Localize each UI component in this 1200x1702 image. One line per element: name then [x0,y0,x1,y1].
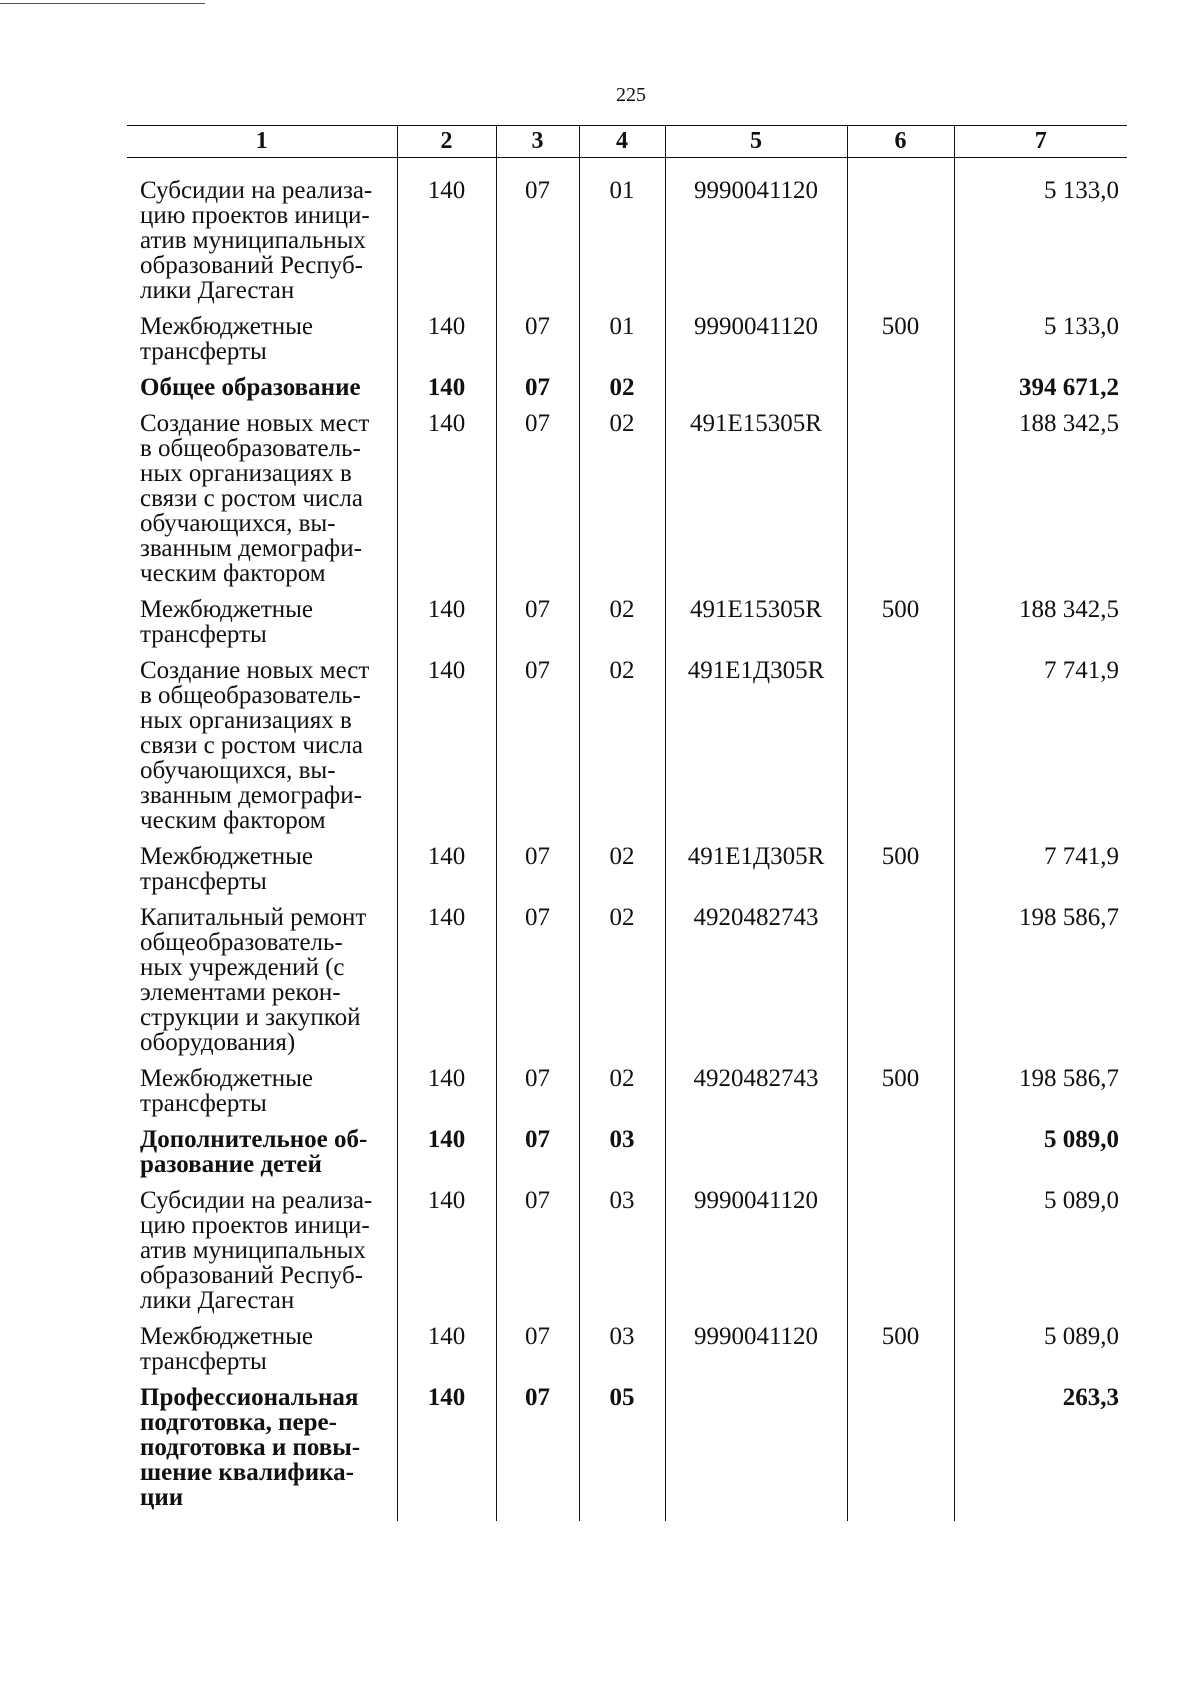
row-name-line: обучающихся, вы- [140,757,336,784]
row-name-line: трансферты [140,621,267,648]
row-subsection-cell: 01 [579,303,665,364]
row-code-col2-cell: 140 [397,1116,496,1177]
row-name-line: атив муниципальных [140,227,366,254]
row-subsection-cell: 02 [579,1055,665,1116]
row-name-line: связи с ростом числа [140,485,363,512]
row-name-cell [127,1116,397,1177]
row-name-cell [127,586,397,647]
row-expense-type-cell: 500 [847,303,954,364]
row-section-cell: 07 [496,647,579,833]
row-expense-type-cell: 500 [847,1055,954,1116]
column-header: 4 [579,126,665,158]
row-name-cell [127,1374,397,1521]
row-name-line: ческим фактором [140,560,326,587]
row-name-line: подготовка и повы- [140,1434,361,1461]
row-name-line: трансферты [140,338,267,365]
table-row [127,833,1127,894]
row-expense-type-cell [847,364,954,400]
row-name-cell [127,1313,397,1374]
row-expense-type-cell [847,1177,954,1313]
row-expense-type-cell [847,894,954,1055]
row-expense-type-cell: 500 [847,586,954,647]
row-amount-cell: 5 089,0 [954,1177,1127,1313]
row-name-cell [127,158,397,304]
row-name-line: Общее образование [140,374,361,401]
row-target-code-cell: 9990041120 [665,1177,847,1313]
budget-table [127,125,1127,1521]
row-subsection-cell: 02 [579,647,665,833]
row-target-code-cell: 4920482743 [665,894,847,1055]
row-name-line: Межбюджетные [140,596,314,623]
row-name-cell [127,1055,397,1116]
table-row [127,647,1127,833]
row-expense-type-cell: 500 [847,1313,954,1374]
row-section-cell: 07 [496,894,579,1055]
row-name-line: обучающихся, вы- [140,510,336,537]
row-name-line: общеобразователь- [140,929,343,956]
row-name-cell [127,894,397,1055]
row-subsection-cell: 05 [579,1374,665,1521]
row-target-code-cell: 491E15305R [665,586,847,647]
row-subsection-cell: 02 [579,364,665,400]
column-header: 1 [127,126,397,158]
table-row [127,1374,1127,1521]
row-name-cell [127,1177,397,1313]
row-name-cell [127,647,397,833]
row-amount-cell: 188 342,5 [954,586,1127,647]
row-expense-type-cell [847,647,954,833]
row-name-line: подготовка, пере- [140,1409,337,1436]
row-code-col2-cell: 140 [397,1177,496,1313]
row-name-line: ных организациях в [140,707,352,734]
row-name-line: званным демографи- [140,782,362,809]
row-name-line: Субсидии на реализа- [140,177,373,204]
table-row [127,1177,1127,1313]
row-name-line: лики Дагестан [140,1287,295,1314]
column-header: 7 [954,126,1127,158]
row-target-code-cell [665,1374,847,1521]
row-target-code-cell: 9990041120 [665,1313,847,1374]
page-number: 225 [616,84,646,106]
row-section-cell: 07 [496,1374,579,1521]
table-header-row [127,126,1127,158]
row-amount-cell: 5 133,0 [954,303,1127,364]
top-left-scan-rule [0,3,205,4]
row-name-line: в общеобразователь- [140,682,361,709]
row-name-line: Дополнительное об- [140,1126,368,1153]
row-code-col2-cell: 140 [397,158,496,304]
row-target-code-cell: 9990041120 [665,303,847,364]
row-target-code-cell: 491E1Д305R [665,647,847,833]
row-amount-cell: 188 342,5 [954,400,1127,586]
row-amount-cell: 5 089,0 [954,1116,1127,1177]
row-name-line: ных организациях в [140,460,352,487]
row-name-line: ческим фактором [140,807,326,834]
row-code-col2-cell: 140 [397,833,496,894]
table-row [127,364,1127,400]
row-amount-cell: 7 741,9 [954,647,1127,833]
row-amount-cell: 394 671,2 [954,364,1127,400]
row-name-line: струкции и закупкой [140,1004,361,1031]
table-row [127,586,1127,647]
row-name-line: трансферты [140,1348,267,1375]
row-code-col2-cell: 140 [397,1313,496,1374]
row-name-line: в общеобразователь- [140,435,361,462]
row-code-col2-cell: 140 [397,1055,496,1116]
row-name-line: атив муниципальных [140,1237,366,1264]
row-target-code-cell: 491E15305R [665,400,847,586]
row-name-line: шение квалифика- [140,1459,354,1486]
column-header: 5 [665,126,847,158]
column-header: 6 [847,126,954,158]
row-name-line: ции [140,1484,184,1511]
row-target-code-cell: 9990041120 [665,158,847,304]
row-name-line: цию проектов иници- [140,202,370,229]
row-subsection-cell: 02 [579,586,665,647]
row-name-line: лики Дагестан [140,277,295,304]
row-name-line: образований Респуб- [140,1262,363,1289]
table-row [127,303,1127,364]
row-name-line: образований Респуб- [140,252,363,279]
row-name-line: Субсидии на реализа- [140,1187,373,1214]
table-row [127,1313,1127,1374]
row-section-cell: 07 [496,1177,579,1313]
row-name-line: Межбюджетные [140,1065,314,1092]
row-name-line: трансферты [140,1090,267,1117]
row-code-col2-cell: 140 [397,586,496,647]
row-section-cell: 07 [496,833,579,894]
row-section-cell: 07 [496,400,579,586]
row-section-cell: 07 [496,1313,579,1374]
row-name-line: званным демографи- [140,535,362,562]
row-name-line: Профессиональная [140,1384,359,1411]
column-header: 2 [397,126,496,158]
row-name-line: элементами рекон- [140,979,341,1006]
row-expense-type-cell [847,400,954,586]
row-subsection-cell: 02 [579,400,665,586]
row-amount-cell: 5 089,0 [954,1313,1127,1374]
row-subsection-cell: 02 [579,894,665,1055]
row-name-line: трансферты [140,868,267,895]
row-expense-type-cell: 500 [847,833,954,894]
row-amount-cell: 198 586,7 [954,894,1127,1055]
table-row [127,1055,1127,1116]
row-section-cell: 07 [496,158,579,304]
row-amount-cell: 5 133,0 [954,158,1127,304]
row-target-code-cell [665,364,847,400]
row-name-line: Межбюджетные [140,843,314,870]
row-name-cell [127,364,397,400]
row-expense-type-cell [847,158,954,304]
row-name-line: связи с ростом числа [140,732,363,759]
row-subsection-cell: 03 [579,1177,665,1313]
row-name-line: оборудования) [140,1029,296,1056]
row-name-line: Межбюджетные [140,1323,314,1350]
table-body [127,158,1127,1522]
row-target-code-cell: 4920482743 [665,1055,847,1116]
row-name-line: Создание новых мест [140,410,370,437]
row-name-cell [127,400,397,586]
row-name-line: разование детей [140,1151,322,1178]
row-code-col2-cell: 140 [397,400,496,586]
table-row [127,158,1127,304]
row-section-cell: 07 [496,303,579,364]
row-section-cell: 07 [496,586,579,647]
row-amount-cell: 7 741,9 [954,833,1127,894]
table-row [127,1116,1127,1177]
row-code-col2-cell: 140 [397,364,496,400]
row-subsection-cell: 03 [579,1313,665,1374]
row-section-cell: 07 [496,1055,579,1116]
row-code-col2-cell: 140 [397,1374,496,1521]
table-row [127,894,1127,1055]
row-name-line: Создание новых мест [140,657,370,684]
row-target-code-cell: 491E1Д305R [665,833,847,894]
table-row [127,400,1127,586]
row-section-cell: 07 [496,1116,579,1177]
row-amount-cell: 198 586,7 [954,1055,1127,1116]
row-name-cell [127,833,397,894]
row-name-line: Капитальный ремонт [140,904,367,931]
column-header: 3 [496,126,579,158]
row-name-line: Межбюджетные [140,313,314,340]
row-amount-cell: 263,3 [954,1374,1127,1521]
row-expense-type-cell [847,1116,954,1177]
row-subsection-cell: 01 [579,158,665,304]
row-subsection-cell: 03 [579,1116,665,1177]
row-code-col2-cell: 140 [397,303,496,364]
row-target-code-cell [665,1116,847,1177]
row-name-cell [127,303,397,364]
row-code-col2-cell: 140 [397,647,496,833]
row-expense-type-cell [847,1374,954,1521]
row-code-col2-cell: 140 [397,894,496,1055]
row-section-cell: 07 [496,364,579,400]
row-name-line: ных учреждений (с [140,954,345,981]
row-subsection-cell: 02 [579,833,665,894]
row-name-line: цию проектов иници- [140,1212,370,1239]
